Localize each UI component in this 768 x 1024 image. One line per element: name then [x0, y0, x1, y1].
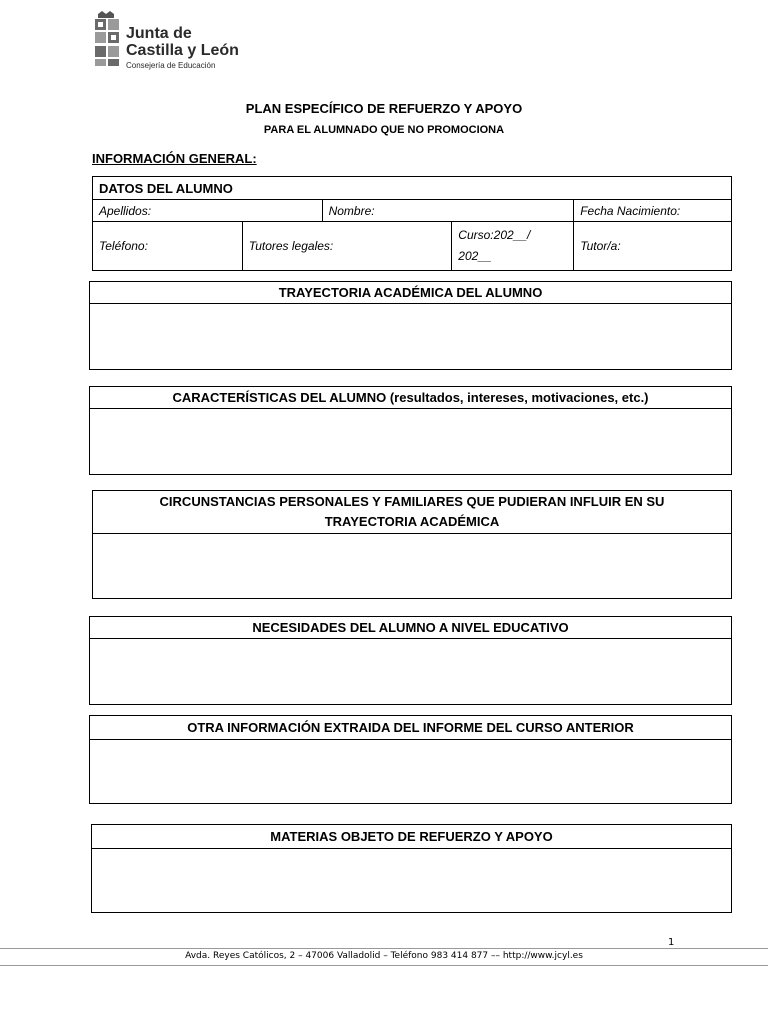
logo-text-line1: Junta de — [126, 25, 192, 42]
footer-divider-bottom — [0, 965, 768, 966]
student-data-heading: DATOS DEL ALUMNO — [93, 177, 732, 200]
page-number: 1 — [668, 937, 675, 948]
junta-logo — [90, 8, 242, 71]
section-caracteristicas — [89, 386, 732, 475]
section-necesidades — [89, 616, 732, 705]
curso-line2: 202__ — [458, 249, 492, 263]
section-heading: CARACTERÍSTICAS DEL ALUMNO (resultados, intereses, motivaciones, etc.) — [90, 387, 731, 409]
curso-line1: Curso:202__/ — [458, 228, 531, 242]
section-heading: TRAYECTORIA ACADÉMICA DEL ALUMNO — [90, 282, 731, 304]
tutores-legales-field[interactable]: Tutores legales: — [242, 222, 452, 271]
section-otra-informacion — [89, 715, 732, 804]
logo-text-line2: Castilla y León — [126, 42, 239, 59]
footer-divider-top — [0, 948, 768, 949]
section-heading: OTRA INFORMACIÓN EXTRAIDA DEL INFORME DEL CURSO ANTERIOR — [90, 716, 731, 740]
apellidos-field[interactable]: Apellidos: — [93, 200, 323, 222]
info-heading: INFORMACIÓN GENERAL: — [92, 151, 257, 166]
section-heading: MATERIAS OBJETO DE REFUERZO Y APOYO — [92, 825, 731, 849]
section-heading: NECESIDADES DEL ALUMNO A NIVEL EDUCATIVO — [90, 617, 731, 639]
nombre-field[interactable]: Nombre: — [322, 200, 574, 222]
fecha-nacimiento-field[interactable]: Fecha Nacimiento: — [574, 200, 732, 222]
document-subtitle: PARA EL ALUMNADO QUE NO PROMOCIONA — [263, 124, 505, 136]
student-data-table — [92, 176, 732, 271]
section-trayectoria — [89, 281, 732, 370]
section-materias — [91, 824, 732, 913]
footer-address: Avda. Reyes Católicos, 2 – 47006 Valladolid – Teléfono 983 414 877 –– http://www.jcyl.es — [185, 951, 583, 961]
tutor-field[interactable]: Tutor/a: — [574, 222, 732, 271]
coat-of-arms-icon — [92, 10, 122, 68]
section-heading-line1: CIRCUNSTANCIAS PERSONALES Y FAMILIARES QUE PUDIERAN INFLUIR EN SU — [159, 494, 665, 509]
curso-field[interactable] — [452, 222, 574, 271]
document-title: PLAN ESPECÍFICO DE REFUERZO Y APOYO — [245, 101, 523, 116]
section-heading-line2: TRAYECTORIA ACADÉMICA — [324, 514, 500, 529]
section-heading — [93, 491, 731, 534]
section-circunstancias — [92, 490, 732, 599]
telefono-field[interactable]: Teléfono: — [93, 222, 243, 271]
logo-text-line3: Consejería de Educación — [126, 61, 216, 70]
